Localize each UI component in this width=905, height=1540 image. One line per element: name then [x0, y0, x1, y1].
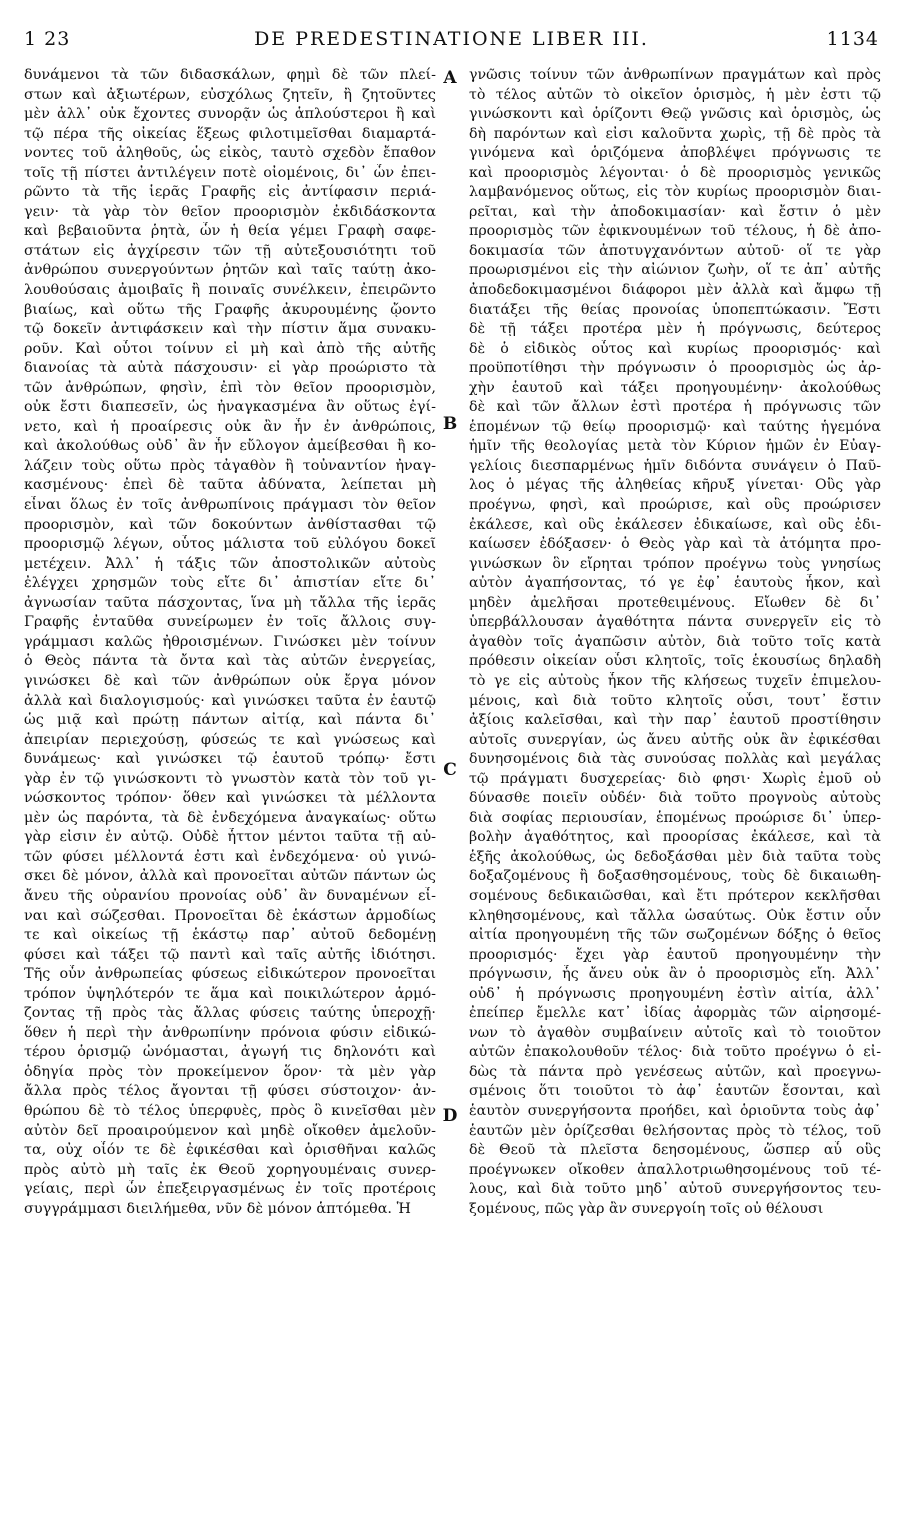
text-line-right: σομένους δεδικαιῶσθαι, καὶ ἔτι πρότερον κεκλῆσθαι — [469, 887, 881, 904]
text-line-right: βολὴν ἀγαθότητος, καὶ προορίσας ἐκάλεσε, καὶ τὰ — [469, 829, 881, 846]
text-line-left: μετέχειν. Ἀλλ᾽ ἡ τάξις τῶν ἀποστολικῶν αὐτοὺς — [24, 555, 436, 572]
text-line-left: γράμμασι καλῶς ἠθροισμένων. Γινώσκει μὲν τοίνυν — [24, 633, 436, 650]
text-line-right: ἑαυτῶν μὲν ὁρίζεσθαι θελήσοντας πρὸς τὸ τέλος, τοῦ — [469, 1122, 881, 1139]
text-line-left: γείαις, περὶ ὧν ἐπεξειργασμένως ἐν τοῖς προτέροις — [24, 1181, 436, 1198]
text-line-left: ἀνθρώπου συνεργούντων ῥητῶν καὶ ταῖς ταύτῃ ἀκο- — [24, 262, 436, 279]
page-number-left: 1 23 — [24, 28, 71, 50]
text-line-right: τὸ τέλος αὐτῶν τὸ οἰκεῖον ὁρισμὸς, ἡ μὲν ἐστι τῷ — [469, 86, 881, 103]
text-line-left: πρὸς αὐτὸ μὴ ταῖς ἐκ Θεοῦ χορηγουμέναις συνερ- — [24, 1161, 436, 1178]
text-line-left: ἀλλὰ καὶ διαλογισμούς· καὶ γινώσκει ταῦτα ἐν ἑαυτῷ — [24, 692, 436, 709]
text-line-left: γὰρ ἐν τῷ γινώσκοντι τὸ γνωστὸν κατὰ τὸν τοῦ γι- — [24, 770, 436, 787]
text-line-right: δοξαζομένους ἢ δοξασθησομένους, τοὺς δὲ δικαιωθη- — [469, 868, 881, 885]
text-line-left: τε καὶ οἰκείως τῇ ἑκάστῳ παρ᾽ αὐτοῦ δεδομένῃ — [24, 927, 436, 944]
text-line-right: καὶ προορισμὸς λέγονται· ὁ δὲ προορισμὸς γενικῶς — [469, 164, 881, 181]
text-line-left: γειν· τὰ γὰρ τὸν θεῖον προορισμὸν ἐκδιδάσκοντα — [24, 203, 436, 220]
text-line-right: λους, καὶ διὰ τοῦτο μηδ᾽ αὐτοῦ συνεργήσοντος τευ- — [469, 1181, 881, 1198]
text-line-left: προορισμῷ λέγων, οὗτος μάλιστα τοῦ εὐλόγου δοκεῖ — [24, 536, 436, 553]
text-line-left: καὶ ἀκολούθως οὐδ᾽ ἂν ἦν εὔλογον ἀμείβεσθαι ἢ κο- — [24, 438, 436, 455]
text-line-right: γινόμενα καὶ ὁριζόμενα ἀποβλέψει πρόγνωσις τε — [469, 145, 881, 162]
page-number-right: 1134 — [826, 28, 879, 50]
margin-marker-d: D — [442, 1106, 458, 1126]
text-line-right: προορισμὸς τῶν ἐφικνουμένων τοῦ τέλους, ἡ δὲ ἀπο- — [469, 223, 881, 240]
text-line-left: ναι καὶ σώζεσθαι. Προνοεῖται δὲ ἑκάστων ἁρμοδίως — [24, 907, 436, 924]
text-line-right: γινώσκων ὃν εἴρηται τρόπον προέγνω τοὺς γνησίως — [469, 555, 881, 572]
text-line-right: δὲ Θεοῦ τὰ πλεῖστα δεησομένους, ὥσπερ αὖ οὓς — [469, 1142, 881, 1159]
text-line-left: διανοίας τὰ αὐτὰ πάσχουσιν· εἰ γὰρ προώριστο τὰ — [24, 360, 436, 377]
text-line-right: προέγνω, φησὶ, καὶ προώρισε, καὶ οὓς προώρισεν — [469, 497, 881, 514]
text-line-right: γνῶσις τοίνυν τῶν ἀνθρωπίνων πραγμάτων καὶ πρὸς — [469, 67, 881, 83]
text-line-left: ροῦν. Καὶ οὗτοι τοίνυν εἰ μὴ καὶ ἀπὸ τῆς αὐτῆς — [24, 340, 436, 357]
text-line-left: τρόπον ὑψηλότερόν τε ἅμα καὶ ποικιλώτερον ἁρμό- — [24, 985, 436, 1002]
text-line-right: ἀγαθὸν τοῖς ἀγαπῶσιν αὐτὸν, διὰ τοῦτο τοῖς κατὰ — [469, 633, 881, 650]
text-line-left: αὐτὸν δεῖ προαιρούμενον καὶ μηδὲ οἴκοθεν ἀμελοῦν- — [24, 1122, 436, 1139]
running-title: DE PREDESTINATIONE LIBER III. — [254, 28, 649, 50]
text-line-left: δυνάμενοι τὰ τῶν διδασκάλων, φημὶ δὲ τῶν πλεί- — [24, 67, 436, 83]
text-line-left: συγγράμμασι διειλήμεθα, νῦν δὲ μόνον ἁπτόμεθα. Ἡ — [24, 1200, 411, 1217]
text-line-right: προορισμός· ἔχει γὰρ ἑαυτοῦ προηγουμένην τὴν — [469, 946, 881, 963]
text-line-left: εἶναι ὅλως ἐν τοῖς ἀνθρωπίνοις πράγμασι τὸν θεῖον — [24, 497, 436, 514]
text-line-left: λουθούσαις ἀμοιβαῖς ἢ ποιναῖς συνέλκειν, ἐπειρῶντο — [24, 282, 436, 299]
text-line-right: προϋποτίθησι τὴν πρόγνωσιν ὁ προορισμὸς ὡς ἀρ- — [469, 360, 881, 377]
text-line-right: γινώσκοντι καὶ ὁρίζοντι Θεῷ γνῶσις καὶ ὁρισμὸς, ὡς — [469, 106, 881, 123]
text-line-right: δὴ παρόντων καὶ εἰσι καλοῦντα χωρὶς, τῇ δὲ πρὸς τὰ — [469, 125, 881, 142]
text-line-right: μένοις, καὶ διὰ τοῦτο κλητοῖς οὖσι, τουτ᾽ ἔστιν — [469, 692, 881, 709]
text-line-right: νων τὸ ἀγαθὸν συμβαίνειν αὐτοῖς καὶ τὸ τοιοῦτον — [469, 1024, 881, 1041]
text-line-right: ξομένους, πῶς γὰρ ἂν συνεργοίη τοῖς οὐ θέλουσι — [469, 1200, 824, 1217]
text-line-left: βιαίως, καὶ οὕτω τῆς Γραφῆς ἀκυρουμένης ᾤοντο — [24, 301, 436, 318]
text-line-right: ἐπείπερ ἔμελλε κατ᾽ ἰδίας ἀφορμὰς τῶν αἱρησομέ- — [469, 1005, 881, 1022]
text-line-left: ζοντας τῇ πρὸς τὰς ἄλλας φύσεις ταύτης ὑπεροχῇ· — [24, 1005, 436, 1022]
text-line-left: φύσει καὶ τάξει τῷ παντὶ καὶ ταῖς αὐτῆς ἰδιότησι. — [24, 946, 436, 963]
text-line-right: πρόγνωσιν, ἧς ἄνευ οὐκ ἂν ὁ προορισμὸς εἴη. Ἀλλ᾽ — [469, 966, 881, 983]
text-line-left: μὲν ἀλλ᾽ οὐκ ἔχοντες συνορᾷν ὡς ἁπλούστεροι ἢ καὶ — [24, 106, 436, 123]
text-line-left: ἄλλα πρὸς τέλος ἄγονται τῇ φύσει σύστοιχον· ἀν- — [24, 1083, 436, 1100]
text-line-left: τέρου ὁρισμῷ ὠνόμασται, ἀγωγή τις δηλονότι καὶ — [24, 1044, 436, 1061]
text-line-left: νετο, καὶ ἡ προαίρεσις οὐκ ἂν ἦν ἐν ἀνθρώποις, — [24, 418, 436, 435]
text-line-right: ρεῖται, καὶ τὴν ἀποδοκιμασίαν· καὶ ἔστιν ὁ μὲν — [469, 203, 881, 220]
text-line-right: χὴν ἑαυτοῦ καὶ τάξει προηγουμένην· ἀκολούθως — [469, 379, 881, 396]
text-line-right: αὐτοῖς συνεργίαν, ὡς ἄνευ αὐτῆς οὐκ ἂν ἐφικέσθαι — [469, 731, 881, 748]
text-line-left: Γραφῆς ἐνταῦθα συνείρωμεν ἐν τοῖς ἄλλοις συγ- — [24, 614, 436, 631]
text-line-right: δὲ τῇ τάξει προτέρα μὲν ἡ πρόγνωσις, δεύτερος — [469, 321, 881, 338]
margin-marker-a: A — [443, 68, 457, 88]
text-line-left: τῷ δοκεῖν ἀντιφάσκειν καὶ τὴν πίστιν ἅμα συνακυ- — [24, 321, 436, 338]
text-line-left: νοντες τοῦ ἀληθοῦς, ὡς εἰκὸς, ταυτὸ σχεδὸν ἔπαθον — [24, 145, 436, 162]
text-line-left: κασμένους· ἐπεὶ δὲ ταῦτα ἀδύνατα, λείπεται μὴ — [24, 477, 436, 494]
text-line-right: δυνησομένοις διὰ τὰς συνούσας πολλὰς καὶ μεγάλας — [469, 751, 881, 768]
text-line-left: ὁδηγία πρὸς τὸν προκείμενον ὅρον· τὰ μὲν γὰρ — [24, 1063, 436, 1080]
text-line-left: σκει δὲ μόνον, ἀλλὰ καὶ προνοεῖται αὐτῶν πάντων ὡς — [24, 868, 436, 885]
text-line-right: δοκιμασία τῶν ἀποτυγχανόντων αὐτοῦ· οἵ τε γὰρ — [469, 242, 881, 259]
text-line-left: ἄνευ τῆς οὐρανίου προνοίας οὐδ᾽ ἂν δυναμένων εἶ- — [24, 887, 436, 904]
text-line-left: προορισμὸν, καὶ τῶν δοκούντων ἀνθίστασθαι τῷ — [24, 516, 436, 533]
text-line-right: ἀποδεδοκιμασμένοι διάφοροι μὲν ἀλλὰ καὶ ἄμφω τῇ — [469, 282, 881, 299]
text-line-right: δὲ καὶ τῶν ἄλλων ἐστὶ προτέρα ἡ πρόγνωσις τῶν — [469, 399, 881, 416]
left-text-column — [24, 66, 436, 1219]
right-text-column — [469, 66, 881, 1219]
text-line-right: ἑαυτὸν συνεργήσοντα προήδει, καὶ ὁριοῦντα τοὺς ἀφ᾽ — [469, 1102, 881, 1119]
text-line-right: δύνασθε ποιεῖν οὐδέν· διὰ τοῦτο προγνοὺς αὐτοὺς — [469, 790, 881, 807]
text-line-right: ἐκάλεσε, καὶ οὓς ἐκάλεσεν ἐδικαίωσε, καὶ οὓς ἐδι- — [469, 516, 881, 533]
text-line-left: ἐλέγχει χρησμῶν τοὺς εἴτε δι᾽ ἀπιστίαν εἴτε δι᾽ — [24, 575, 436, 592]
text-line-right: λαμβανόμενος οὕτως, εἰς τὸν κυρίως προορισμὸν διαι- — [469, 184, 881, 201]
text-line-right: ἑξῆς ἀκολούθως, ὡς δεδοξάσθαι μὲν διὰ ταῦτα τοὺς — [469, 848, 881, 865]
text-line-right: οὐδ᾽ ἡ πρόγνωσις προηγουμένη ἐστὶν αἰτία, ἀλλ᾽ — [469, 985, 881, 1002]
text-line-left: θρώπου δὲ τὸ τέλος ὑπερφυὲς, πρὸς ὃ κινεῖσθαι μὲν — [24, 1102, 436, 1119]
text-line-left: καὶ βεβαιοῦντα ῥητὰ, ὧν ἡ θεία γέμει Γραφὴ σαφε- — [24, 223, 436, 240]
text-line-left: τοῖς τῇ πίστει ἀντιλέγειν ποτὲ οἰομένοις, δι᾽ ὧν ἐπει- — [24, 164, 436, 181]
text-line-right: τῷ πράγματι δυσχερείας· διὸ φησι· Χωρὶς ἐμοῦ οὐ — [469, 770, 881, 787]
text-line-right: αἰτία προηγουμένη τῆς τῶν σωζομένων δόξης ὁ θεῖος — [469, 927, 881, 944]
text-line-left: τα, οὐχ οἷόν τε δὲ ἐφικέσθαι καὶ ὁρισθῆναι καλῶς — [24, 1142, 436, 1159]
text-line-right: τὸ γε εἰς αὐτοὺς ἧκον τῆς κλήσεως τυχεῖν ἐπιμελου- — [469, 672, 881, 689]
text-line-left: ὅθεν ἡ περὶ τὴν ἀνθρωπίνην πρόνοια φύσιν εἰδικώ- — [24, 1024, 436, 1041]
text-line-right: αὐτὸν ἀγαπήσοντας, τό γε ἐφ᾽ ἑαυτοὺς ἧκον, καὶ — [469, 575, 881, 592]
text-line-left: ἀπειρίαν περιεχούσῃ, φύσεώς τε καὶ γνώσεως καὶ — [24, 731, 436, 748]
text-line-right: προωρισμένοι εἰς τὴν αἰώνιον ζωὴν, οἵ τε ἀπ᾽ αὐτῆς — [469, 262, 881, 279]
text-line-left: μὲν ὡς παρόντα, τὰ δὲ ἐνδεχόμενα ἀναγκαίως· οὕτω — [24, 809, 436, 826]
text-line-left: Τῆς οὖν ἀνθρωπείας φύσεως εἰδικώτερον προνοεῖται — [24, 966, 436, 983]
text-line-right: μηδὲν ἀμελῆσαι προτεθειμένους. Εἴωθεν δὲ δι᾽ — [469, 594, 881, 611]
running-header — [24, 28, 879, 58]
text-line-right: σμένοις ὅτι τοιοῦτοι τὸ ἀφ᾽ ἑαυτῶν ἔσονται, καὶ — [469, 1083, 881, 1100]
text-line-left: ρῶντο τὰ τῆς ἱερᾶς Γραφῆς εἰς ἀντίφασιν περιά- — [24, 184, 436, 201]
margin-marker-b: B — [442, 414, 458, 434]
text-line-right: ὑπερβάλλουσαν ἀγαθότητα πάντα συνεργεῖν εἰς τὸ — [469, 614, 881, 631]
text-line-right: δὼς τὰ πάντα πρὸ γενέσεως αὐτῶν, καὶ προεγνω- — [469, 1063, 881, 1080]
text-line-left: στων καὶ ἀξιωτέρων, εὐσχόλως ζητεῖν, ἢ ζητοῦντες — [24, 86, 436, 103]
text-line-right: καίωσεν ἐδόξασεν· ὁ Θεὸς γὰρ καὶ τὰ ἀτόμητα προ- — [469, 536, 881, 553]
text-line-left: ὁ Θεὸς πάντα τὰ ὄντα καὶ τὰς αὐτῶν ἐνεργείας, — [24, 653, 436, 670]
text-line-right: λος ὁ μέγας τῆς ἀληθείας κῆρυξ γίνεται· Οὓς γὰρ — [469, 477, 881, 494]
text-line-left: οὐκ ἔστι διαπεσεῖν, ὡς ἠναγκασμένα ἂν οὕτως ἐγί- — [24, 399, 436, 416]
text-line-left: γὰρ εἰσιν ἐν αὐτῷ. Οὐδὲ ἧττον μέντοι ταῦτα τῇ αὐ- — [24, 829, 436, 846]
text-line-right: ἑπομένων τῷ θείῳ προορισμῷ· καὶ ταύτης ἡγεμόνα — [469, 418, 881, 435]
text-line-right: δὲ ὁ εἰδικὸς οὗτος καὶ κυρίως προορισμός· καὶ — [469, 340, 881, 357]
margin-marker-c: C — [443, 760, 457, 780]
text-line-left: δυνάμεως· καὶ γινώσκει τῷ ἑαυτοῦ τρόπῳ· ἔστι — [24, 751, 436, 768]
text-line-left: τῶν φύσει μέλλοντά ἐστι καὶ ἐνδεχόμενα· οὐ γινώ- — [24, 848, 436, 865]
text-line-right: αὐτῶν ἐπακολουθοῦν τέλος· διὰ τοῦτο προέγνω ὁ εἰ- — [469, 1044, 881, 1061]
text-line-left: λάζειν τοὺς οὕτω πρὸς τἀγαθὸν ἢ τοὐναντίον ἠναγ- — [24, 457, 436, 474]
text-line-left: στάτων εἰς ἀγχίρεσιν τῶν τῇ αὐτεξουσιότητι τοῦ — [24, 242, 436, 259]
text-line-left: τῷ πέρα τῆς οἰκείας ἕξεως φιλοτιμεῖσθαι διαμαρτά- — [24, 125, 436, 142]
text-line-left: ὡς μιᾷ καὶ πρώτῃ πάντων αἰτίᾳ, καὶ πάντα δι᾽ — [24, 712, 436, 729]
text-line-left: γινώσκει δὲ καὶ τῶν ἀνθρώπων οὐκ ἔργα μόνον — [24, 672, 436, 689]
text-line-right: γελίοις διεσπαρμένως ἡμῖν διδόντα συνάγειν ὁ Παῦ- — [469, 457, 881, 474]
text-line-right: ἡμῖν τῆς θεολογίας μετὰ τὸν Κύριον ἡμῶν ἐν Εὐαγ- — [469, 438, 881, 455]
text-line-right: διὰ σοφίας περιουσίαν, ἑπομένως προώρισε δι᾽ ὑπερ- — [469, 809, 881, 826]
text-line-left: νώσκοντος τρόπον· ὅθεν καὶ γινώσκει τὰ μέλλοντα — [24, 790, 436, 807]
text-line-right: προέγνωκεν οἴκοθεν ἀπαλλοτριωθησομένους τοῦ τέ- — [469, 1161, 881, 1178]
text-line-right: πρόθεσιν οἰκείαν οὖσι κλητοῖς, τοῖς ἑκουσίως δηλαδὴ — [469, 653, 881, 670]
text-line-right: ἀξίοις καλεῖσθαι, καὶ τὴν παρ᾽ ἑαυτοῦ προστίθησιν — [469, 712, 881, 729]
text-line-right: κληθησομένους, καὶ τἄλλα ὡσαύτως. Οὐκ ἔστιν οὖν — [469, 907, 881, 924]
text-line-left: ἀγνωσίαν ταῦτα πάσχοντας, ἵνα μὴ τἄλλα τῆς ἱερᾶς — [24, 594, 436, 611]
text-line-left: τῶν ἀνθρώπων, φησὶν, ἐπὶ τὸν θεῖον προορισμὸν, — [24, 379, 436, 396]
text-line-right: διατάξει τῆς θείας προνοίας ὑποπεπτώκασιν. Ἔστι — [469, 301, 881, 318]
